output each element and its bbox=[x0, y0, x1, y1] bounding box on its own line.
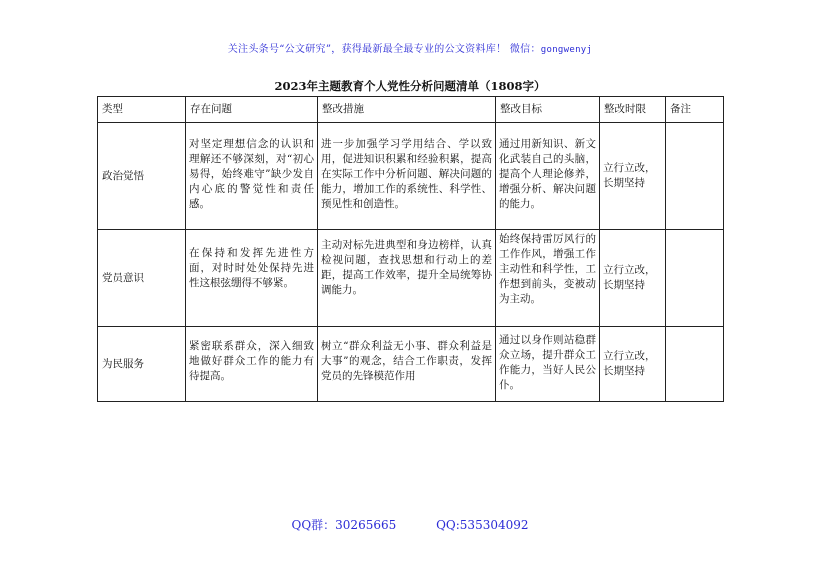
row-problem-cell bbox=[186, 230, 318, 327]
row-problem: 对坚定理想信念的认识和理解还不够深刻，对“初心易得，始终难守”缺少发自内心底的警觉性和责任感。 bbox=[189, 138, 314, 210]
row-type: 政治觉悟 bbox=[98, 123, 186, 230]
header-note: 备注 bbox=[666, 97, 724, 123]
row-goal-cell bbox=[496, 123, 600, 230]
row-goal: 通过以身作则站稳群众立场，提升群众工作能力，当好人民公仆。 bbox=[499, 334, 596, 391]
row-deadline: 立行立改，长期坚持 bbox=[600, 123, 666, 230]
row-note bbox=[666, 123, 724, 230]
table-row bbox=[98, 123, 724, 230]
row-problem-cell bbox=[186, 327, 318, 402]
row-measure-cell bbox=[318, 123, 496, 230]
row-measure: 树立“群众利益无小事、群众利益是大事”的观念，结合工作职责，发挥党员的先锋模范作用 bbox=[321, 340, 492, 382]
row-goal: 始终保持雷厉风行的工作作风，增强工作主动性和科学性，工作想到前头，变被动为主动。 bbox=[499, 233, 596, 305]
row-problem: 在保持和发挥先进性方面，对时时处处保持先进性这根弦绷得不够紧。 bbox=[189, 247, 314, 289]
row-measure: 进一步加强学习学用结合、学以致用，促进知识积累和经验积累，提高在实际工作中分析问题、解决问题的能力，增加工作的系统性、科学性、预见性和创造性。 bbox=[321, 138, 492, 210]
row-goal: 通过用新知识、新文化武装自己的头脑，提高个人理论修养，增强分析、解决问题的能力。 bbox=[499, 138, 596, 210]
footer-qq-group: QQ群：30265665 bbox=[291, 518, 397, 532]
table-header-row bbox=[98, 97, 724, 123]
header-promo-text: 关注头条号“公文研究”，获得最新最全最专业的公文资料库！ 微信： bbox=[227, 44, 541, 55]
header-deadline: 整改时限 bbox=[600, 97, 666, 123]
row-type: 党员意识 bbox=[98, 230, 186, 327]
row-measure-cell bbox=[318, 327, 496, 402]
row-problem-cell bbox=[186, 123, 318, 230]
row-note bbox=[666, 230, 724, 327]
header-goal: 整改目标 bbox=[496, 97, 600, 123]
row-type: 为民服务 bbox=[98, 327, 186, 402]
header-promo-note bbox=[0, 40, 820, 55]
row-note bbox=[666, 327, 724, 402]
table-row bbox=[98, 230, 724, 327]
footer-qq-number: QQ:535304092 bbox=[436, 518, 529, 532]
header-problem: 存在问题 bbox=[186, 97, 318, 123]
row-deadline: 立行立改，长期坚持 bbox=[600, 327, 666, 402]
row-deadline: 立行立改，长期坚持 bbox=[600, 230, 666, 327]
wechat-id: gongwenyj bbox=[540, 45, 593, 55]
row-measure: 主动对标先进典型和身边榜样，认真检视问题，查找思想和行动上的差距，提高工作效率，提升全局统筹协调能力。 bbox=[321, 239, 492, 296]
table-row bbox=[98, 327, 724, 402]
row-goal-cell bbox=[496, 230, 600, 327]
footer-contact bbox=[0, 516, 820, 533]
row-problem: 紧密联系群众，深入细致地做好群众工作的能力有待提高。 bbox=[189, 340, 314, 382]
document-title: 2023年主题教育个人党性分析问题清单（1808字） bbox=[274, 79, 546, 93]
row-measure-cell bbox=[318, 230, 496, 327]
header-type: 类型 bbox=[98, 97, 186, 123]
header-measure: 整改措施 bbox=[318, 97, 496, 123]
row-goal-cell bbox=[496, 327, 600, 402]
issue-list-table bbox=[97, 96, 724, 402]
